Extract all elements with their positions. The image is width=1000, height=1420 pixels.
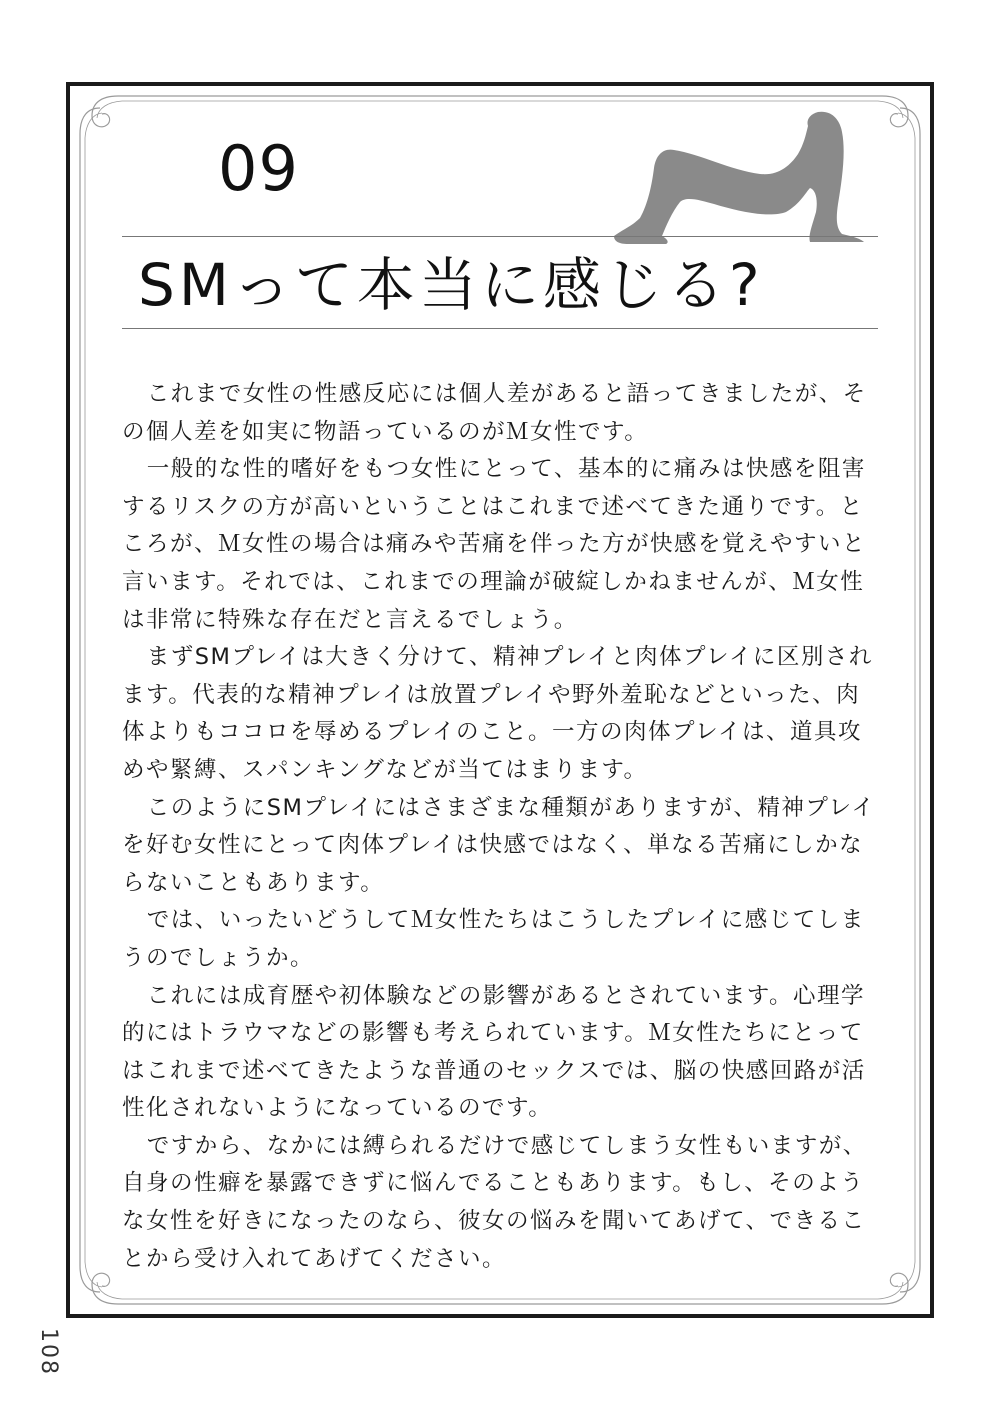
reclining-woman-silhouette-icon bbox=[610, 108, 870, 248]
paragraph: これには成育歴や初体験などの影響があるとされています。心理学的にはトラウマなどの影響も考えられています。Ｍ女性たちにとってはこれまで述べてきたような普通のセックスでは、脳の快感回路が活性化されないようになっているのです。 bbox=[122, 982, 866, 1122]
paragraph: では、いったいどうしてＭ女性たちはこうしたプレイに感じてしまうのでしょうか。 bbox=[122, 907, 865, 971]
paragraph: このようにSMプレイにはさまざまな種類がありますが、精神プレイを好む女性にとって肉体プレイは快感ではなく、単なる苦痛にしかならないこともあります。 bbox=[122, 794, 876, 896]
paragraph: ですから、なかには縛られるだけで感じてしまう女性もいますが、自身の性癖を暴露できずに悩んでることもあります。もし、そのような女性を好きになったのなら、彼女の悩みを聞いてあげて、できることから受け入れてあげてください。 bbox=[122, 1132, 867, 1272]
paragraph: これまで女性の性感反応には個人差があると語ってきましたが、その個人差を如実に物語っているのがＭ女性です。 bbox=[122, 381, 867, 445]
paragraph: 一般的な性的嗜好をもつ女性にとって、基本的に痛みは快感を阻害するリスクの方が高いということはこれまで述べてきた通りです。ところが、Ｍ女性の場合は痛みや苦痛を伴った方が快感を覚えやすいと言います。それでは、これまでの理論が破綻しかねませんが、Ｍ女性は非常に特殊な存在だと言えるでしょう。 bbox=[122, 456, 867, 633]
title-top-rule bbox=[122, 236, 878, 237]
article-body bbox=[122, 376, 882, 1278]
chapter-number: 09 bbox=[218, 132, 299, 205]
page-title: SMって本当に感じる? bbox=[138, 251, 764, 319]
title-bottom-rule bbox=[122, 328, 878, 329]
page-number: 108 bbox=[36, 1328, 61, 1376]
paragraph: まずSMプレイは大きく分けて、精神プレイと肉体プレイに区別されます。代表的な精神プレイは放置プレイや野外羞恥などといった、肉体よりもココロを辱めるプレイのこと。一方の肉体プレイは、道具攻めや緊縛、スパンキングなどが当てはまります。 bbox=[122, 644, 873, 783]
